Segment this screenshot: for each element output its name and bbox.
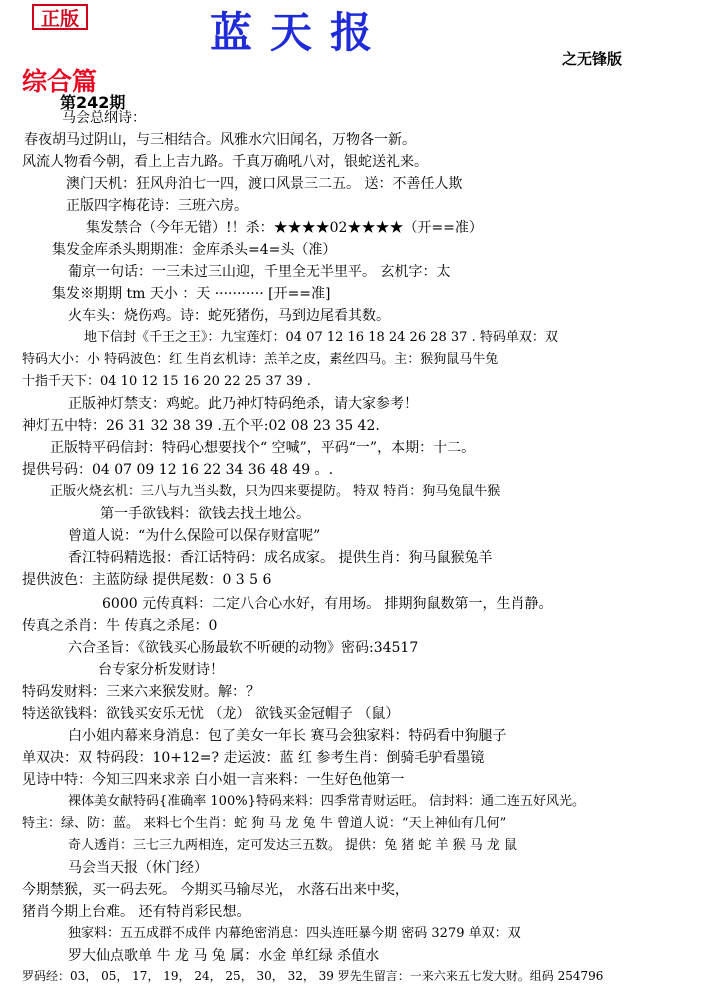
text-line: 提供号码：04 07 09 12 16 22 34 36 48 49 。. (22, 462, 334, 478)
text-line: 集发※期期 tm 天小 ：天 ··········· [开==准] (52, 286, 331, 302)
text-line: 罗大仙点歌单 牛 龙 马 兔 属：水金 单红绿 杀值水 (68, 948, 380, 964)
text-line: 地下信封《千王之王》：九宝莲灯：04 07 12 16 18 24 26 28 37 . 特码单双：双 (84, 330, 558, 345)
text-line: 六合圣旨：《欲钱买心肠最软不听硬的动物》密码:34517 (68, 640, 419, 656)
text-line: 十指千天下：04 10 12 15 16 20 22 25 37 39 . (22, 374, 311, 389)
text-line: 特码大小：小 特码波色：红 生肖玄机诗：羔羊之皮，素丝四马。主：猴狗鼠马牛兔 (22, 352, 499, 367)
text-line: 风流人物看今朝，看上上吉九路。千真万确吼八对，银蛇送礼来。 (22, 154, 428, 170)
text-line: 台专家分析发财诗！ (98, 662, 224, 678)
text-line: 澳门天机：狂风舟泊七一四，渡口风景三二五。 送：不善任人欺 (66, 176, 463, 192)
text-line: 正版火烧玄机：三八与九当头数，只为四来要提防。 特双 特肖：狗马兔鼠牛猴 (50, 484, 501, 499)
section-title: 综合篇 (22, 67, 98, 96)
text-line: 今期禁猴，买一码去死。 今期买马输尽光， 水落石出来中奖， (22, 882, 409, 898)
text-line: 正版特平码信封：特码心想要找个“ 空喊”，平码“一”，本期：十二。 (50, 440, 476, 456)
text-line: 奇人透肖：三七三九两相连，定可发达三五数。 提供：兔 猪 蛇 羊 猴 马 龙 鼠 (68, 838, 518, 853)
text-line: 提供波色：主蓝防绿 提供尾数：0 3 5 6 (22, 572, 272, 588)
text-line: 白小姐内幕来身消息：包了美女一年长 赛马会独家料：特码看中狗腿子 (68, 728, 507, 744)
edition-badge: 正版 (32, 4, 88, 30)
text-line: 第一手欲钱料：欲钱去找土地公。 (100, 506, 310, 522)
text-line: 曾道人说：“为什么保险可以保存财富呢” (68, 528, 321, 544)
text-line: 裸体美女献特码{准确率 100%}特码来料：四季常青财运旺。 信封料：通二连五好风光。 (68, 794, 585, 809)
text-line: 6000 元传真料：二定八合心水好，有用场。 排期狗鼠数第一，生肖静。 (102, 596, 553, 612)
text-line: 火车头：烧伤鸡。诗：蛇死猪伤，马到边尾看其数。 (68, 308, 390, 324)
text-line: 神灯五中特：26 31 32 38 39 .五个平:02 08 23 35 42. (22, 418, 380, 434)
page-title: 蓝天报 (209, 8, 390, 57)
text-line: 见诗中特：今知三四来求亲 白小姐一言来料：一生好色他第一 (22, 772, 405, 788)
text-line: 独家料：五五成群不成伴 内幕绝密消息：四头连旺暴今期 密码 3279 单双：双 (68, 926, 521, 941)
text-line: 葡京一句话：一三未过三山迎，千里全无半里平。 玄机字：太 (68, 264, 451, 280)
text-line: 特主：绿、防：蓝。 来料七个生肖：蛇 狗 马 龙 兔 牛 曾道人说：“天上神仙有几何” (22, 816, 507, 831)
text-line: 马会总纲诗： (62, 110, 146, 126)
text-line: 特码发财料：三来六来猴发财。解：？ (22, 684, 260, 700)
text-line: 正版四字梅花诗：三班六房。 (66, 198, 248, 214)
text-line: 集发禁合（今年无错）!！杀：★★★★02★★★★（开==准） (86, 220, 483, 236)
issue-number: 第242期 (60, 93, 126, 112)
text-line: 集发金库杀头期期准：金库杀头=4=头（准） (52, 242, 337, 258)
text-line: 春夜胡马过阴山，与三相结合。风雅水穴旧闻名，万物各一新。 (24, 132, 416, 148)
text-line: 罗码经：03， 05， 17， 19， 24， 25， 30， 32， 39 罗先生留言：一来六来五七发大财。组码 254796 (22, 969, 604, 983)
text-line: 传真之杀肖：牛 传真之杀尾：0 (22, 618, 218, 634)
edition-label: 之无锋版 (562, 50, 623, 68)
text-line: 单双决：双 特码段：10+12=? 走运波：蓝 红 参考生肖：倒骑毛驴看墨镜 (22, 750, 485, 766)
text-line: 猪肖今期上台难。 还有特肖彩民想。 (22, 904, 251, 920)
text-line: 马会当天报（休门经） (68, 860, 208, 876)
text-line: 特送欲钱料：欲钱买安乐无忧 （龙） 欲钱买金冠帽子 （鼠） (22, 706, 400, 722)
text-line: 正版神灯禁支：鸡蛇。此乃神灯特码绝杀，请大家参考！ (68, 396, 418, 412)
text-line: 香江特码精选报：香江话特码：成名成家。 提供生肖：狗马鼠猴兔羊 (68, 550, 493, 566)
